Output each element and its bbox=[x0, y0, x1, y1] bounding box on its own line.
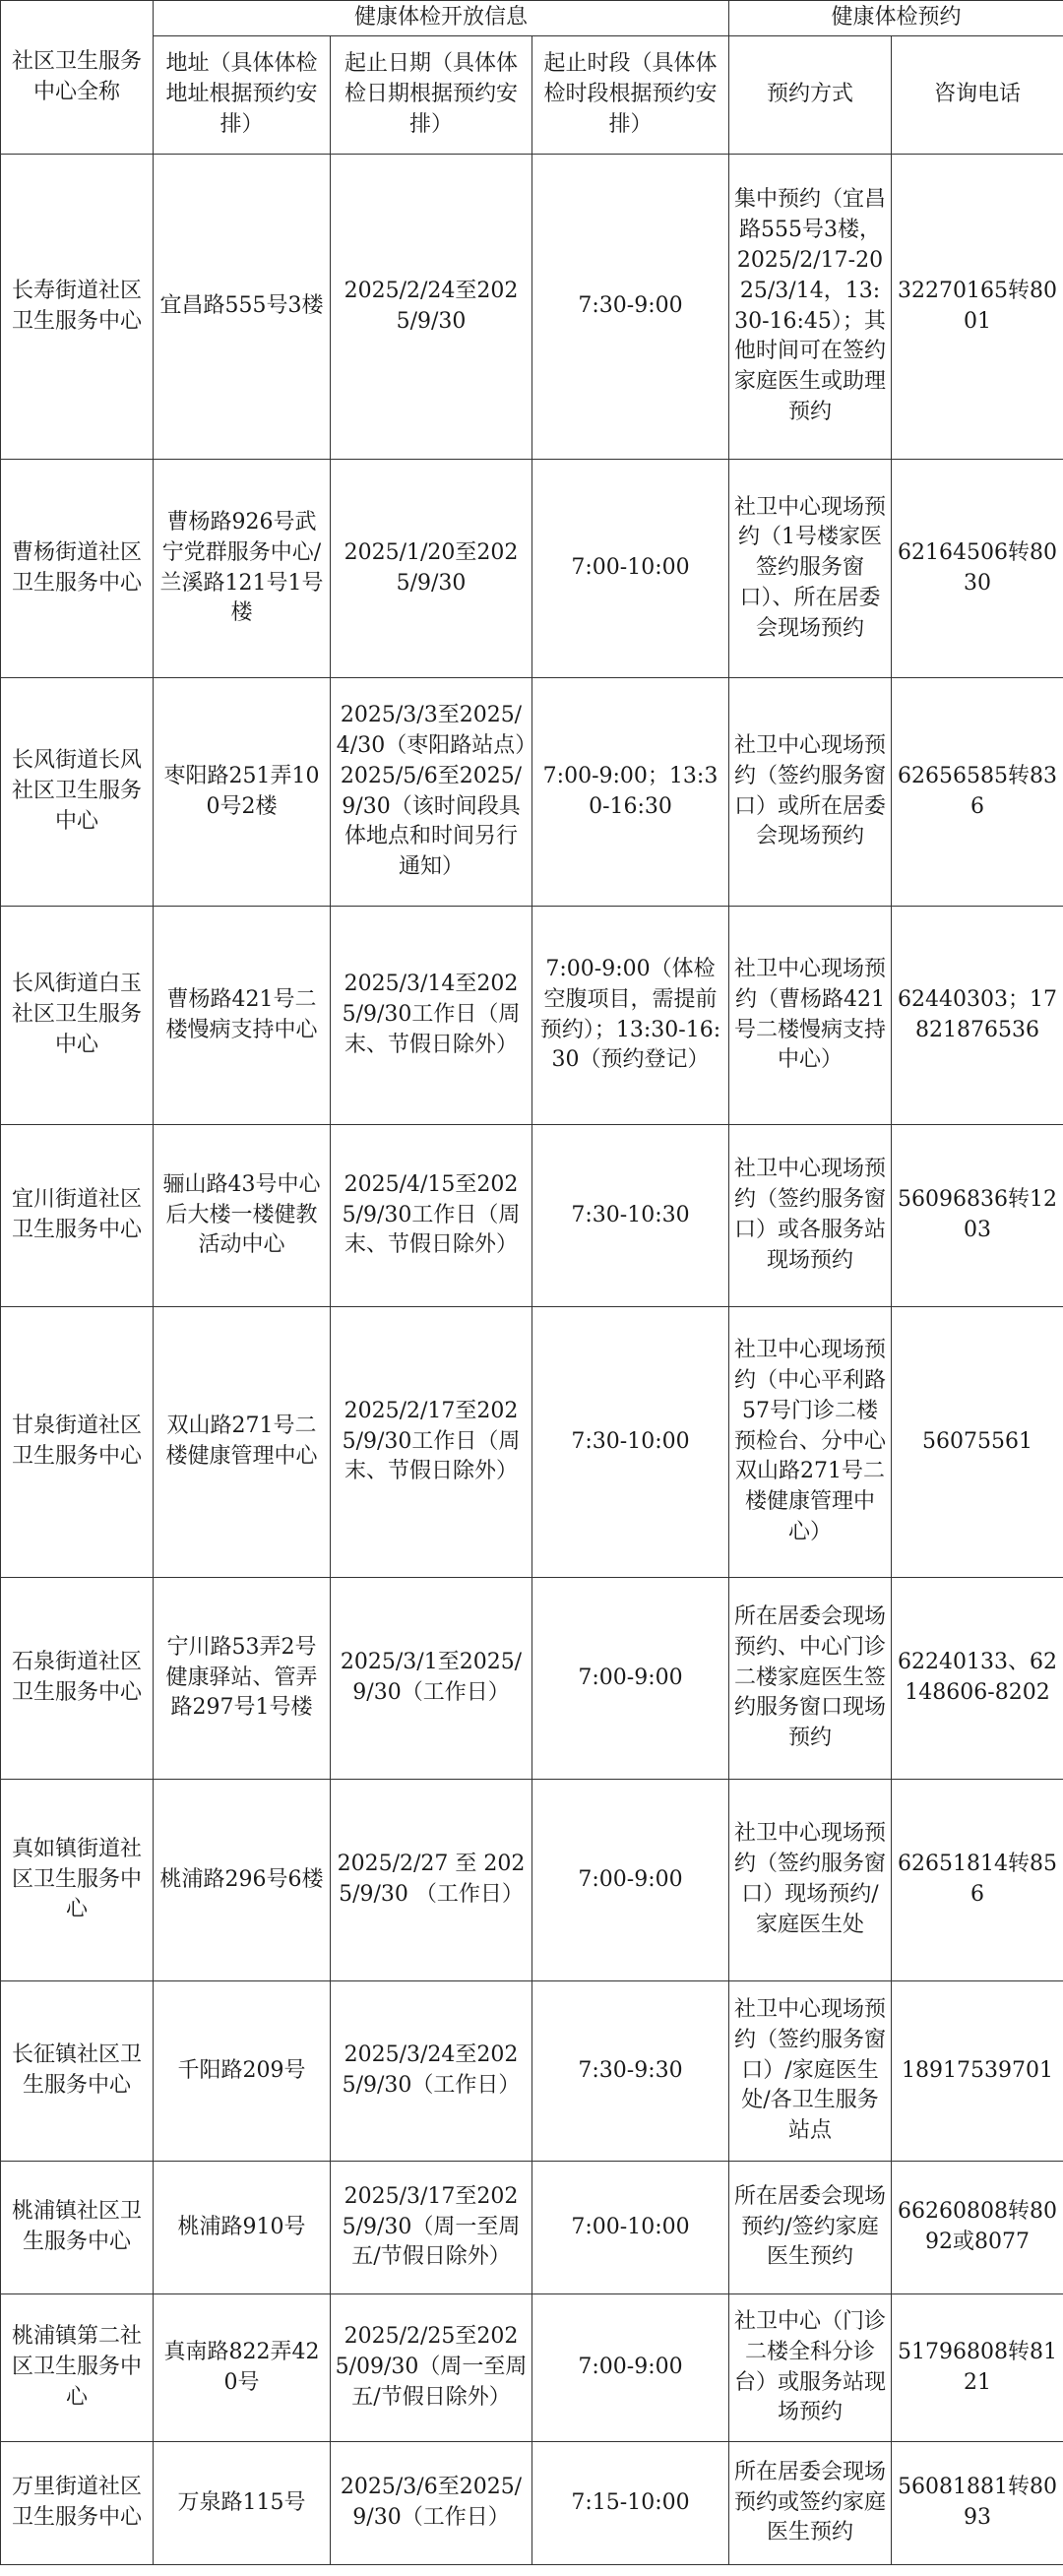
times-cell: 7:00-9:00；13:30-16:30 bbox=[532, 678, 729, 907]
header-appointment: 健康体检预约 bbox=[729, 1, 1063, 36]
dates-cell: 2025/2/27 至 2025/9/30 （工作日） bbox=[331, 1780, 532, 1981]
header-dates: 起止日期（具体体检日期根据预约安排） bbox=[331, 36, 532, 155]
table-row bbox=[1, 1981, 1063, 2162]
table-row bbox=[1, 2162, 1063, 2294]
table-row bbox=[1, 1578, 1063, 1780]
address-cell: 桃浦路910号 bbox=[154, 2162, 331, 2294]
center-name-cell: 石泉街道社区卫生服务中心 bbox=[1, 1578, 154, 1780]
method-cell: 社卫中心现场预约（签约服务窗口）现场预约/家庭医生处 bbox=[729, 1780, 892, 1981]
dates-cell: 2025/3/14至2025/9/30工作日（周末、节假日除外） bbox=[331, 907, 532, 1125]
phone-cell: 62240133、62148606-8202 bbox=[892, 1578, 1063, 1780]
method-cell: 社卫中心现场预约（签约服务窗口）或各服务站现场预约 bbox=[729, 1125, 892, 1307]
table-row bbox=[1, 1125, 1063, 1307]
times-cell: 7:00-10:00 bbox=[532, 2162, 729, 2294]
phone-cell: 32270165转8001 bbox=[892, 155, 1063, 460]
phone-cell: 62651814转856 bbox=[892, 1780, 1063, 1981]
address-cell: 曹杨路926号武宁党群服务中心/兰溪路121号1号楼 bbox=[154, 460, 331, 678]
times-cell: 7:30-10:30 bbox=[532, 1125, 729, 1307]
dates-cell: 2025/4/15至2025/9/30工作日（周末、节假日除外） bbox=[331, 1125, 532, 1307]
address-cell: 曹杨路421号二楼慢病支持中心 bbox=[154, 907, 331, 1125]
address-cell: 骊山路43号中心后大楼一楼健教活动中心 bbox=[154, 1125, 331, 1307]
phone-cell: 62656585转836 bbox=[892, 678, 1063, 907]
phone-cell: 62440303；17821876536 bbox=[892, 907, 1063, 1125]
times-cell: 7:00-9:00 bbox=[532, 1780, 729, 1981]
table-row bbox=[1, 907, 1063, 1125]
header-open-info: 健康体检开放信息 bbox=[154, 1, 729, 36]
header-times: 起止时段（具体体检时段根据预约安排） bbox=[532, 36, 729, 155]
times-cell: 7:15-10:00 bbox=[532, 2442, 729, 2565]
phone-cell: 56096836转1203 bbox=[892, 1125, 1063, 1307]
method-cell: 社卫中心（门诊二楼全科分诊台）或服务站现场预约 bbox=[729, 2294, 892, 2442]
center-name-cell: 甘泉街道社区卫生服务中心 bbox=[1, 1307, 154, 1578]
address-cell: 千阳路209号 bbox=[154, 1981, 331, 2162]
address-cell: 枣阳路251弄100号2楼 bbox=[154, 678, 331, 907]
times-cell: 7:00-9:00（体检空腹项目，需提前预约）；13:30-16:30（预约登记） bbox=[532, 907, 729, 1125]
table-body bbox=[1, 155, 1063, 2565]
table-row bbox=[1, 1780, 1063, 1981]
address-cell: 万泉路115号 bbox=[154, 2442, 331, 2565]
table-row bbox=[1, 1307, 1063, 1578]
dates-cell: 2025/2/25至2025/09/30（周一至周五/节假日除外） bbox=[331, 2294, 532, 2442]
address-cell: 宁川路53弄2号健康驿站、管弄路297号1号楼 bbox=[154, 1578, 331, 1780]
dates-cell: 2025/3/1至2025/9/30（工作日） bbox=[331, 1578, 532, 1780]
times-cell: 7:00-10:00 bbox=[532, 460, 729, 678]
method-cell: 所在居委会现场预约、中心门诊二楼家庭医生签约服务窗口现场预约 bbox=[729, 1578, 892, 1780]
method-cell: 社卫中心现场预约（曹杨路421号二楼慢病支持中心） bbox=[729, 907, 892, 1125]
dates-cell: 2025/2/24至2025/9/30 bbox=[331, 155, 532, 460]
table-row bbox=[1, 2294, 1063, 2442]
phone-cell: 56075561 bbox=[892, 1307, 1063, 1578]
method-cell: 社卫中心现场预约（1号楼家医签约服务窗口）、所在居委会现场预约 bbox=[729, 460, 892, 678]
header-center-name: 社区卫生服务中心全称 bbox=[1, 1, 154, 155]
address-cell: 桃浦路296号6楼 bbox=[154, 1780, 331, 1981]
header-phone: 咨询电话 bbox=[892, 36, 1063, 155]
table-row bbox=[1, 155, 1063, 460]
address-cell: 真南路822弄420号 bbox=[154, 2294, 331, 2442]
phone-cell: 56081881转8093 bbox=[892, 2442, 1063, 2565]
dates-cell: 2025/3/6至2025/9/30（工作日） bbox=[331, 2442, 532, 2565]
times-cell: 7:30-9:30 bbox=[532, 1981, 729, 2162]
phone-cell: 51796808转8121 bbox=[892, 2294, 1063, 2442]
method-cell: 社卫中心现场预约（中心平利路57号门诊二楼预检台、分中心双山路271号二楼健康管理中心） bbox=[729, 1307, 892, 1578]
center-name-cell: 真如镇街道社区卫生服务中心 bbox=[1, 1780, 154, 1981]
phone-cell: 18917539701 bbox=[892, 1981, 1063, 2162]
center-name-cell: 长风街道长风社区卫生服务中心 bbox=[1, 678, 154, 907]
center-name-cell: 万里街道社区卫生服务中心 bbox=[1, 2442, 154, 2565]
method-cell: 社卫中心现场预约（签约服务窗口）/家庭医生处/各卫生服务站点 bbox=[729, 1981, 892, 2162]
center-name-cell: 长寿街道社区卫生服务中心 bbox=[1, 155, 154, 460]
center-name-cell: 宜川街道社区卫生服务中心 bbox=[1, 1125, 154, 1307]
table-row bbox=[1, 460, 1063, 678]
header-method: 预约方式 bbox=[729, 36, 892, 155]
center-name-cell: 桃浦镇社区卫生服务中心 bbox=[1, 2162, 154, 2294]
center-name-cell: 曹杨街道社区卫生服务中心 bbox=[1, 460, 154, 678]
method-cell: 所在居委会现场预约或签约家庭医生预约 bbox=[729, 2442, 892, 2565]
header-address: 地址（具体体检地址根据预约安排） bbox=[154, 36, 331, 155]
phone-cell: 66260808转8092或8077 bbox=[892, 2162, 1063, 2294]
center-name-cell: 桃浦镇第二社区卫生服务中心 bbox=[1, 2294, 154, 2442]
center-name-cell: 长征镇社区卫生服务中心 bbox=[1, 1981, 154, 2162]
dates-cell: 2025/3/17至2025/9/30（周一至周五/节假日除外） bbox=[331, 2162, 532, 2294]
table-row bbox=[1, 678, 1063, 907]
center-name-cell: 长风街道白玉社区卫生服务中心 bbox=[1, 907, 154, 1125]
dates-cell: 2025/3/3至2025/4/30（枣阳路站点）2025/5/6至2025/9/30（该时间段具体地点和时间另行通知） bbox=[331, 678, 532, 907]
times-cell: 7:00-9:00 bbox=[532, 1578, 729, 1780]
phone-cell: 62164506转8030 bbox=[892, 460, 1063, 678]
method-cell: 集中预约（宜昌路555号3楼，2025/2/17-2025/3/14，13:30-16:45）；其他时间可在签约家庭医生或助理预约 bbox=[729, 155, 892, 460]
times-cell: 7:00-9:00 bbox=[532, 2294, 729, 2442]
dates-cell: 2025/2/17至2025/9/30工作日（周末、节假日除外） bbox=[331, 1307, 532, 1578]
times-cell: 7:30-10:00 bbox=[532, 1307, 729, 1578]
table-row bbox=[1, 2442, 1063, 2565]
dates-cell: 2025/3/24至2025/9/30（工作日） bbox=[331, 1981, 532, 2162]
address-cell: 宜昌路555号3楼 bbox=[154, 155, 331, 460]
dates-cell: 2025/1/20至2025/9/30 bbox=[331, 460, 532, 678]
times-cell: 7:30-9:00 bbox=[532, 155, 729, 460]
method-cell: 社卫中心现场预约（签约服务窗口）或所在居委会现场预约 bbox=[729, 678, 892, 907]
method-cell: 所在居委会现场预约/签约家庭医生预约 bbox=[729, 2162, 892, 2294]
address-cell: 双山路271号二楼健康管理中心 bbox=[154, 1307, 331, 1578]
